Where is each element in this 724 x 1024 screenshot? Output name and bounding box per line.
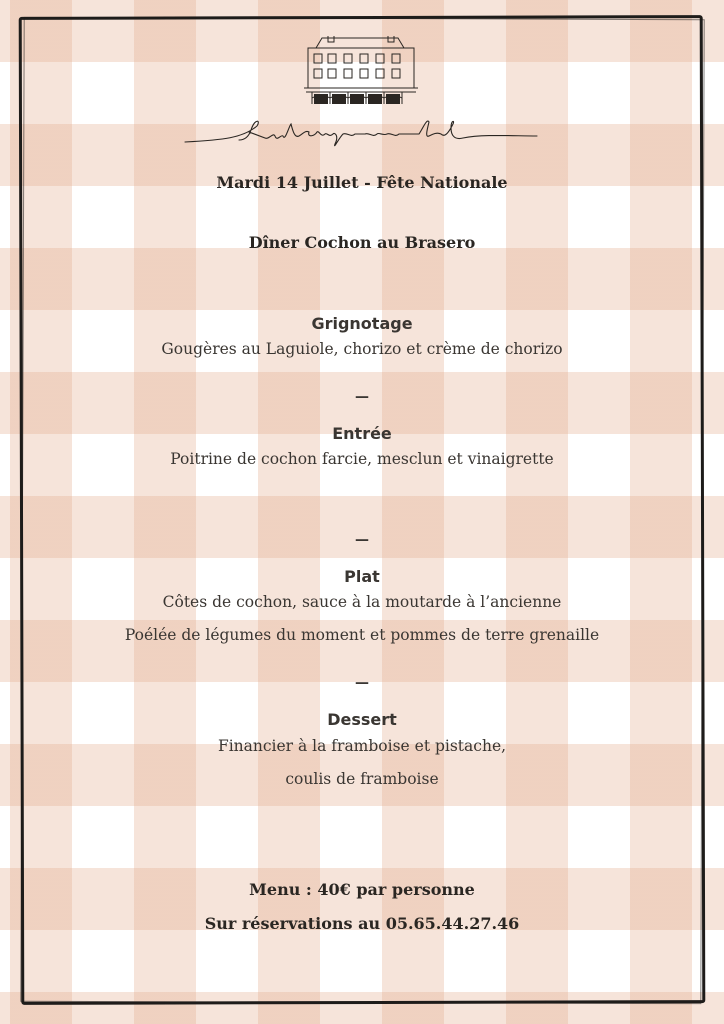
- section-heading-grignotage: Grignotage: [311, 314, 413, 333]
- section-separator: —: [355, 389, 369, 405]
- price-line: Menu : 40€ par personne: [249, 880, 475, 899]
- page-border-inner-stroke: [20, 17, 704, 1004]
- menu-item-line: Gougères au Laguiole, chorizo et crème de chorizo: [161, 340, 563, 358]
- menu-item-line: coulis de framboise: [285, 770, 439, 788]
- section-separator: —: [355, 532, 369, 548]
- date-line: Mardi 14 Juillet - Fête Nationale: [216, 173, 508, 192]
- section-heading-dessert: Dessert: [327, 710, 397, 729]
- reservation-line: Sur réservations au 05.65.44.27.46: [204, 914, 520, 933]
- menu-item-line: Poélée de légumes du moment et pommes de terre grenaille: [124, 626, 600, 644]
- inn-building-icon: [300, 36, 422, 106]
- menu-item-line: Financier à la framboise et pistache,: [217, 737, 507, 755]
- section-heading-entree: Entrée: [332, 424, 392, 443]
- section-separator: —: [355, 675, 369, 691]
- menu-item-line: Côtes de cochon, sauce à la moutarde à l’ancienne: [162, 593, 562, 611]
- section-heading-plat: Plat: [344, 567, 380, 586]
- signature-logo: [183, 112, 539, 154]
- menu-item-line: Poitrine de cochon farcie, mesclun et vinaigrette: [170, 450, 554, 468]
- event-title: Dîner Cochon au Brasero: [248, 233, 476, 252]
